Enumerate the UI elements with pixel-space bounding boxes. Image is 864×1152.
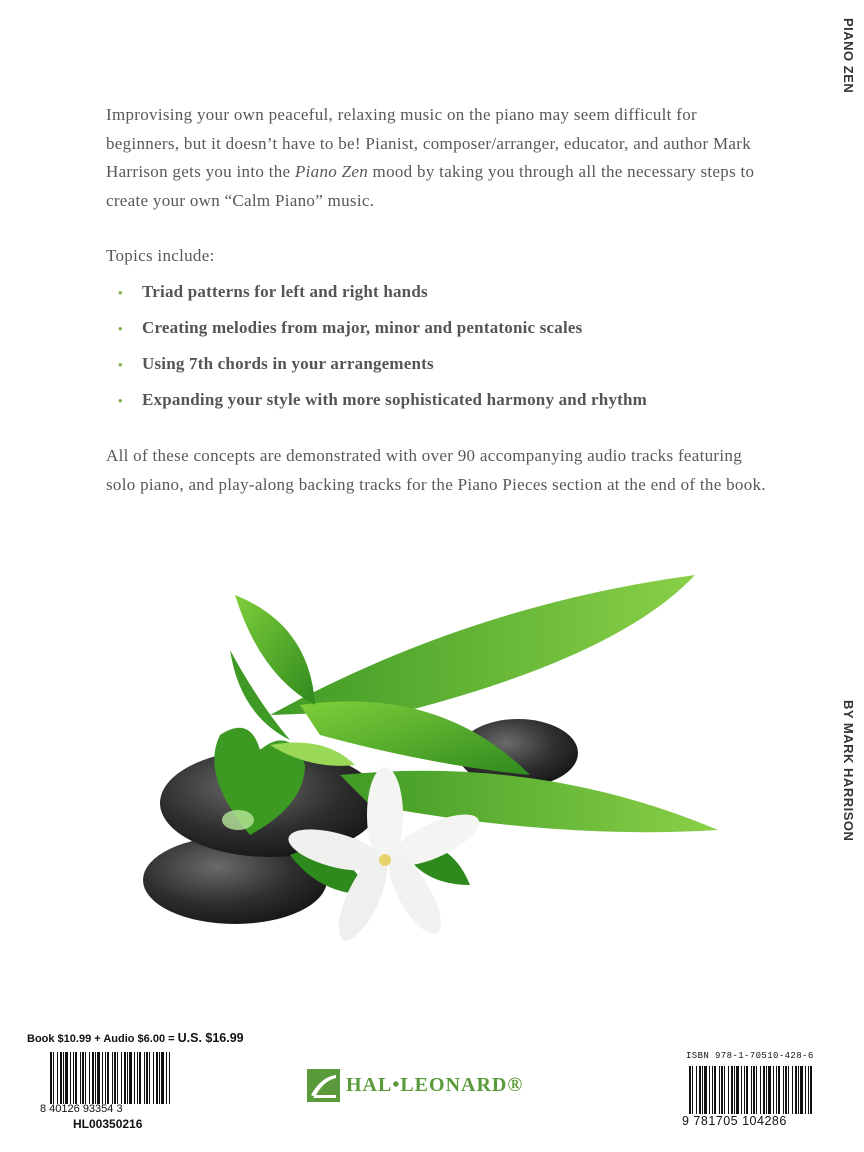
- closing-paragraph: All of these concepts are demonstrated with over 90 accompanying audio tracks featuring solo piano, and play-along backing tracks for the Piano Pieces section at the end of the book.: [106, 446, 766, 494]
- bullet-icon: •: [118, 321, 123, 336]
- barcode-right: [689, 1066, 815, 1114]
- barcode-bar: [714, 1066, 716, 1114]
- barcode-bar: [149, 1052, 150, 1104]
- barcode-bar: [805, 1066, 806, 1114]
- barcode-bar: [689, 1066, 691, 1114]
- barcode-bar: [169, 1052, 170, 1104]
- barcode-bar: [137, 1052, 138, 1104]
- barcode-bar: [60, 1052, 62, 1104]
- barcode-bar: [763, 1066, 765, 1114]
- barcode-bar: [808, 1066, 809, 1114]
- barcode-bar: [788, 1066, 789, 1114]
- barcode-left: [50, 1052, 170, 1104]
- barcode-bar: [161, 1052, 164, 1104]
- barcode-bar: [102, 1052, 103, 1104]
- barcode-bar: [153, 1052, 154, 1104]
- barcode-bar: [89, 1052, 90, 1104]
- barcode-bar: [721, 1066, 723, 1114]
- barcode-bar: [731, 1066, 733, 1114]
- barcode-bar: [107, 1052, 109, 1104]
- barcode-bar: [50, 1052, 52, 1104]
- bullet-icon: •: [118, 285, 123, 300]
- barcode-bar: [785, 1066, 787, 1114]
- barcode-bar: [783, 1066, 784, 1114]
- spine-author: BY MARK HARRISON: [841, 700, 856, 842]
- hal-leonard-mark-icon: [307, 1069, 340, 1102]
- topic-item: [118, 315, 647, 351]
- barcode-bar: [73, 1052, 74, 1104]
- barcode-bar: [753, 1066, 755, 1114]
- barcode-bar: [139, 1052, 141, 1104]
- topic-item: [118, 351, 647, 387]
- barcode-bar: [773, 1066, 774, 1114]
- spine-title: PIANO ZEN: [841, 18, 856, 94]
- barcode-bar: [746, 1066, 748, 1114]
- barcode-bar: [724, 1066, 725, 1114]
- barcode-bar: [810, 1066, 812, 1114]
- intro-paragraph: [106, 101, 766, 215]
- barcode-bar: [65, 1052, 68, 1104]
- barcode-bar: [85, 1052, 86, 1104]
- topic-item: [118, 279, 647, 315]
- barcode-bar: [778, 1066, 780, 1114]
- bullet-icon: •: [118, 357, 123, 372]
- barcode-bar: [146, 1052, 148, 1104]
- barcode-bar: [795, 1066, 797, 1114]
- barcode-bar: [776, 1066, 777, 1114]
- barcode-bar: [766, 1066, 767, 1114]
- barcode-bar: [117, 1052, 118, 1104]
- barcode-bar: [704, 1066, 707, 1114]
- barcode-bar: [80, 1052, 81, 1104]
- barcode-bar: [736, 1066, 739, 1114]
- barcode-bar: [702, 1066, 703, 1114]
- barcode-bar: [75, 1052, 77, 1104]
- topic-text: Expanding your style with more sophisticated harmony and rhythm: [142, 390, 648, 409]
- topic-text: Using 7th chords in your arrangements: [142, 354, 434, 373]
- barcode-left-digits: 8 40126 93354 3: [40, 1103, 123, 1115]
- barcode-bar: [95, 1052, 96, 1104]
- barcode-bar: [134, 1052, 135, 1104]
- barcode-bar: [121, 1052, 122, 1104]
- barcode-bar: [166, 1052, 167, 1104]
- publisher-logo: [307, 1069, 523, 1102]
- barcode-bar: [709, 1066, 710, 1114]
- barcode-bar: [744, 1066, 745, 1114]
- barcode-bar: [159, 1052, 160, 1104]
- barcode-bar: [97, 1052, 100, 1104]
- barcode-bar: [800, 1066, 803, 1114]
- publisher-name: HAL•LEONARD®: [346, 1074, 524, 1096]
- barcode-bar: [712, 1066, 713, 1114]
- barcode-bar: [127, 1052, 128, 1104]
- barcode-bar: [129, 1052, 132, 1104]
- hl-product-code: HL00350216: [73, 1117, 143, 1131]
- barcode-bar: [741, 1066, 742, 1114]
- price-breakdown: Book $10.99 + Audio $6.00 =: [27, 1033, 178, 1045]
- barcode-bar: [92, 1052, 94, 1104]
- topics-list: [118, 279, 647, 423]
- barcode-bar: [760, 1066, 761, 1114]
- barcode-bar: [699, 1066, 701, 1114]
- price-label: [27, 1031, 244, 1045]
- intro-text-end: mood by taking you through all the necessary steps to create your own “Calm Piano” music.: [106, 162, 755, 210]
- topic-text: Creating melodies from major, minor and pentatonic scales: [142, 318, 583, 337]
- barcode-bar: [768, 1066, 771, 1114]
- zen-stones-flower-image: [140, 565, 730, 975]
- barcode-bar: [53, 1052, 54, 1104]
- barcode-bar: [696, 1066, 697, 1114]
- barcode-bar: [798, 1066, 799, 1114]
- barcode-bar: [124, 1052, 126, 1104]
- barcode-bar: [751, 1066, 752, 1114]
- barcode-bar: [756, 1066, 757, 1114]
- barcode-bar: [63, 1052, 64, 1104]
- barcode-bar: [70, 1052, 71, 1104]
- isbn-label: ISBN 978-1-70510-428-6: [686, 1051, 814, 1061]
- barcode-bar: [82, 1052, 84, 1104]
- barcode-bar: [719, 1066, 720, 1114]
- topic-text: Triad patterns for left and right hands: [142, 282, 428, 301]
- price-total: U.S. $16.99: [177, 1031, 244, 1045]
- topics-label: Topics include:: [106, 246, 215, 265]
- barcode-bar: [105, 1052, 106, 1104]
- bullet-icon: •: [118, 393, 123, 408]
- barcode-bar: [112, 1052, 113, 1104]
- barcode-right-digits: 9 781705 104286: [682, 1114, 787, 1128]
- barcode-bar: [792, 1066, 793, 1114]
- barcode-bar: [692, 1066, 693, 1114]
- barcode-bar: [57, 1052, 58, 1104]
- barcode-bar: [728, 1066, 729, 1114]
- barcode-bar: [156, 1052, 158, 1104]
- intro-text-start: Improvising your own peaceful, relaxing music on the piano may seem difficult for beginners, but it doesn’t have to be! Pianist, composer/arranger, educator, and author Mark Harrison gets you into the: [106, 105, 751, 181]
- barcode-bar: [144, 1052, 145, 1104]
- barcode-bar: [734, 1066, 735, 1114]
- intro-book-title: Piano Zen: [294, 162, 368, 181]
- barcode-bar: [114, 1052, 116, 1104]
- topic-item: [118, 387, 647, 423]
